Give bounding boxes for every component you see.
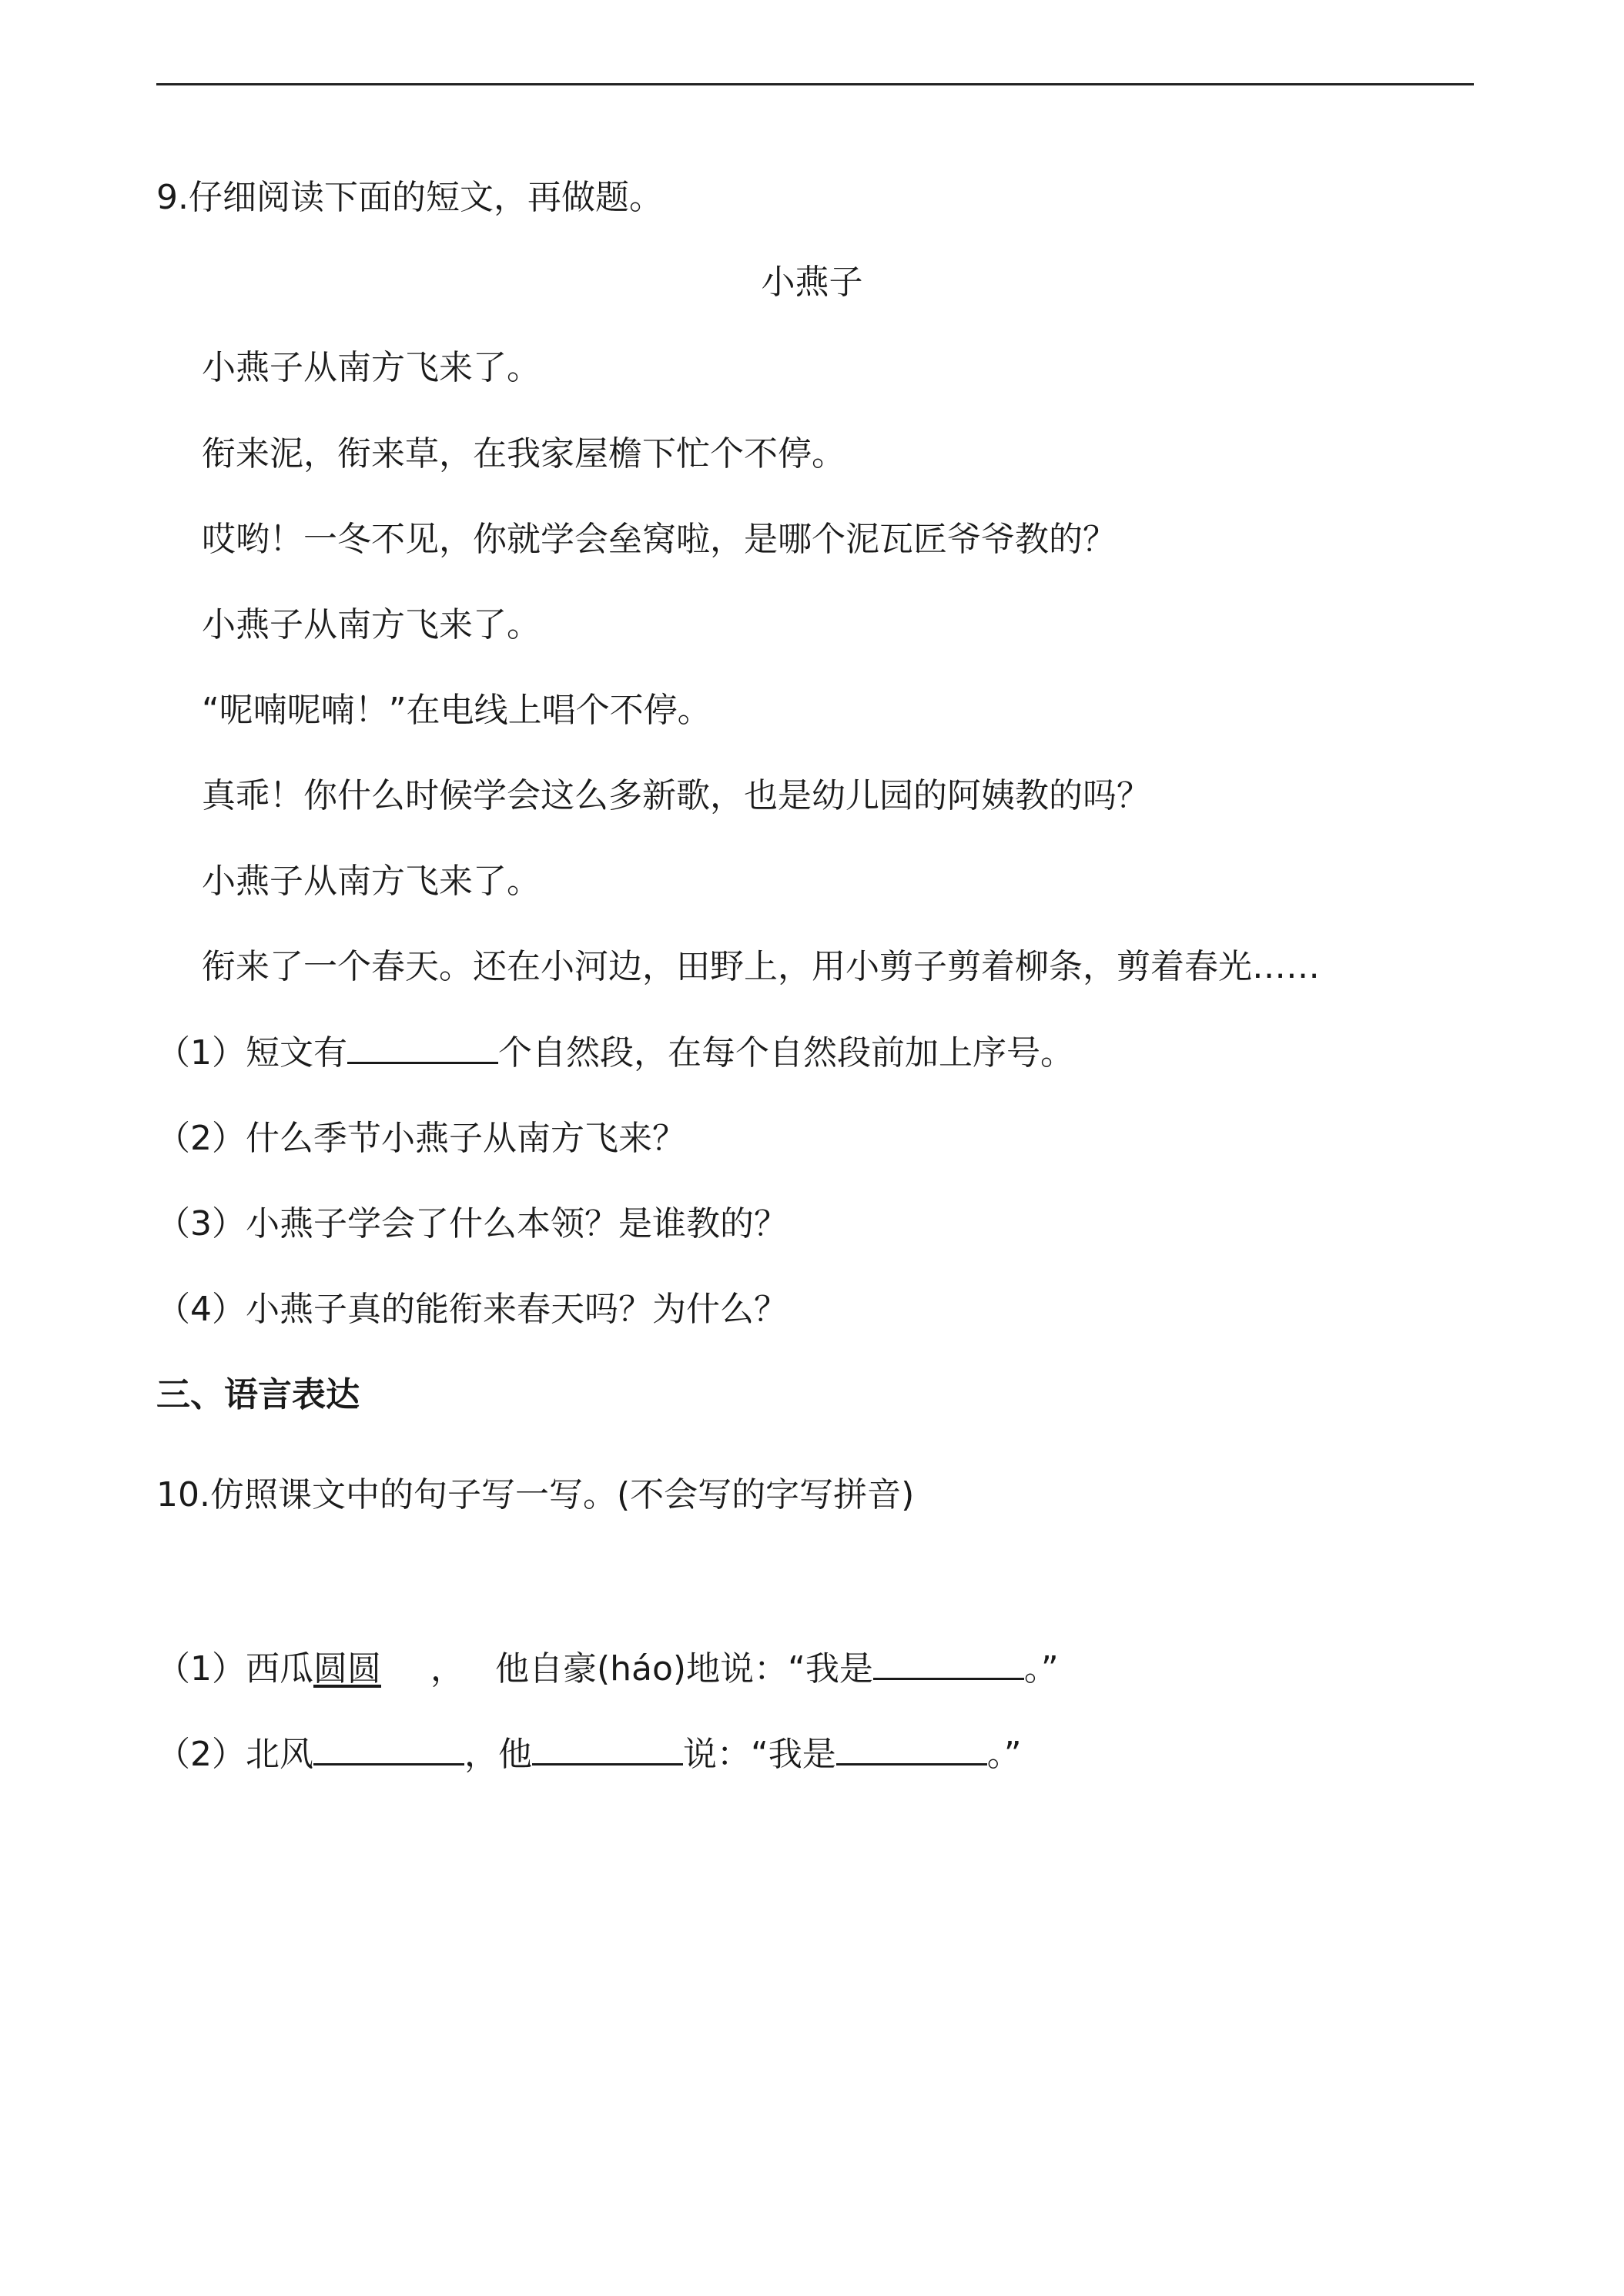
exercise-1-middle: 他自豪(háo)地说：“我是	[495, 1649, 873, 1689]
passage-paragraph: 小燕子从南方飞来了。	[202, 605, 541, 644]
exercise-2-prefix: （2）北风	[156, 1735, 313, 1774]
passage-paragraph: 小燕子从南方飞来了。	[202, 348, 541, 387]
sub-question-1	[156, 1030, 1074, 1076]
question-10-prompt: 10.仿照课文中的句子写一写。(不会写的字写拼音)	[156, 1475, 915, 1514]
answer-blank[interactable]	[873, 1647, 1024, 1680]
sub-question-1-text-after: 个自然段，在每个自然段前加上序号。	[498, 1033, 1074, 1073]
answer-blank[interactable]	[532, 1732, 683, 1766]
exercise-1-prefix: （1）西瓜	[156, 1649, 313, 1689]
answer-blank[interactable]	[313, 1732, 464, 1766]
passage-paragraph: 衔来泥，衔来草，在我家屋檐下忙个不停。	[202, 434, 845, 474]
exercise-2-end: 。”	[986, 1735, 1022, 1774]
sentence-exercise-2	[156, 1732, 1022, 1778]
exercise-1-comma: ，	[430, 1649, 464, 1689]
passage-paragraph: “呢喃呢喃！”在电线上唱个不停。	[202, 691, 712, 730]
answer-blank[interactable]	[836, 1732, 987, 1766]
question-9-prompt: 9.仔细阅读下面的短文，再做题。	[156, 178, 663, 217]
sub-question-3: （3）小燕子学会了什么本领？是谁教的？	[156, 1204, 788, 1243]
sentence-exercise-1	[156, 1646, 1059, 1692]
sub-question-4: （4）小燕子真的能衔来春天吗？为什么？	[156, 1290, 788, 1329]
passage-title: 小燕子	[761, 263, 863, 302]
passage-paragraph: 衔来了一个春天。还在小河边，田野上，用小剪子剪着柳条，剪着春光……	[202, 947, 1320, 986]
sub-question-1-text-before: （1）短文有	[156, 1033, 347, 1073]
passage-paragraph: 小燕子从南方飞来了。	[202, 862, 541, 901]
exercise-1-end: 。”	[1023, 1649, 1059, 1689]
exercise-2-comma: ，他	[464, 1735, 532, 1774]
sub-question-2: （2）什么季节小燕子从南方飞来？	[156, 1119, 686, 1158]
section-heading: 三、语言表达	[156, 1375, 360, 1414]
exercise-1-underlined-word: 圆圆	[313, 1649, 381, 1689]
answer-blank[interactable]	[347, 1031, 498, 1064]
header-rule	[156, 83, 1474, 85]
passage-paragraph: 真乖！你什么时候学会这么多新歌，也是幼儿园的阿姨教的吗？	[202, 776, 1150, 815]
passage-paragraph: 哎哟！一冬不见，你就学会垒窝啦，是哪个泥瓦匠爷爷教的？	[202, 520, 1117, 559]
exercise-2-middle: 说：“我是	[683, 1735, 836, 1774]
